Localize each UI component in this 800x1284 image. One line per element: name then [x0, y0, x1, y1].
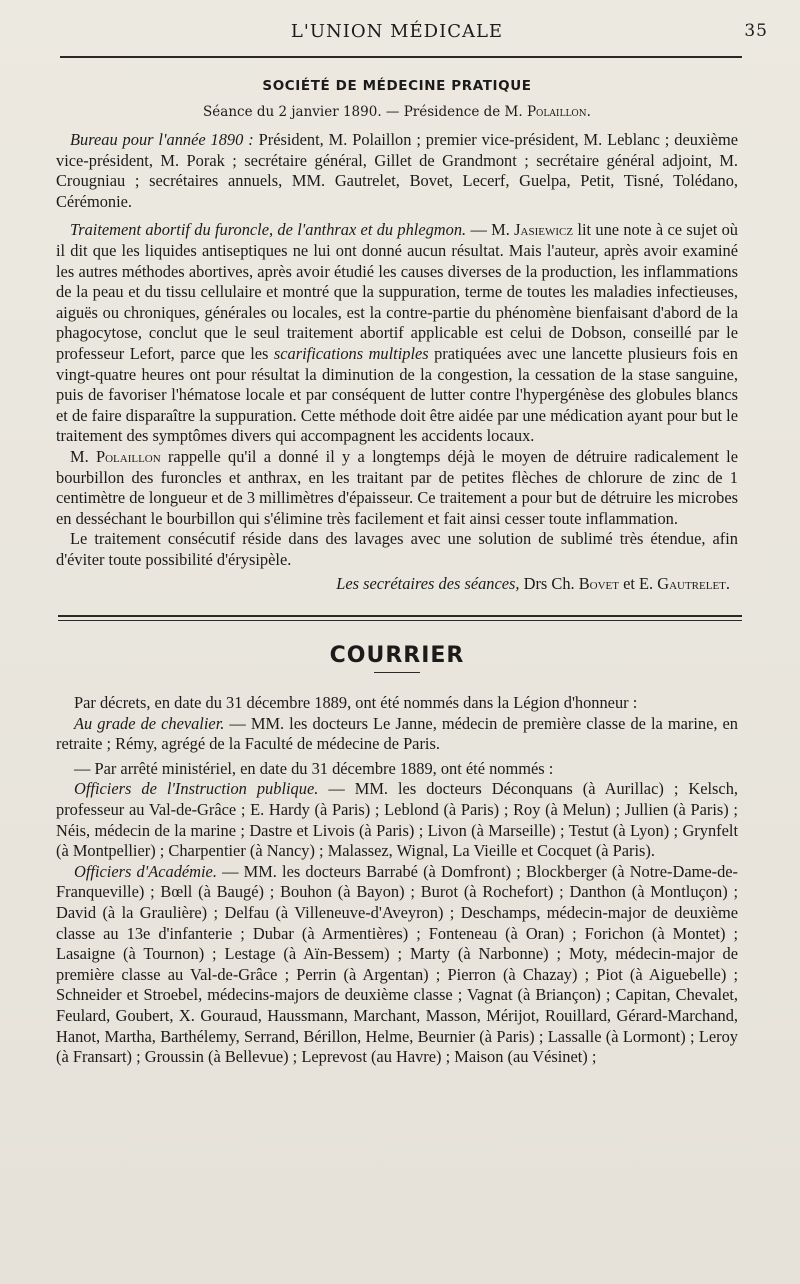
traitement-italic-mid: scarifications multiples	[273, 343, 429, 363]
signature-mid: et E.	[619, 574, 658, 594]
signature-italic: Les secrétaires des séances,	[336, 574, 520, 594]
courrier-title: COURRIER	[329, 643, 465, 669]
running-title: L'UNION MÉDICALE	[290, 21, 504, 42]
traitement-dash: — M.	[466, 220, 515, 240]
society-title: SOCIÉTÉ DE MÉDECINE PRATIQUE	[262, 78, 532, 94]
signature-name-1: Bovet	[578, 574, 619, 594]
society-report	[56, 130, 738, 595]
officiers-academie-paragraph	[56, 862, 738, 1068]
chevalier-paragraph	[56, 714, 738, 755]
courrier-body	[56, 693, 738, 1068]
seance-line	[56, 104, 738, 120]
signature-line	[56, 574, 738, 595]
seance-president: Polaillon.	[526, 104, 591, 120]
bureau-paragraph	[56, 130, 738, 212]
section-divider	[58, 615, 742, 621]
seance-prefix: Séance du 2 janvier 1890. — Présidence de M.	[203, 104, 527, 120]
chevalier-lead: Au grade de chevalier.	[74, 713, 225, 733]
officiers-academie-lead: Officiers d'Académie.	[74, 861, 217, 881]
bureau-lead: Bureau pour l'année 1890 :	[70, 130, 254, 149]
decrets-paragraph: Par décrets, en date du 31 décembre 1889, ont été nommés dans la Légion d'honneur :	[74, 693, 638, 713]
polaillon-prefix: M.	[70, 446, 96, 466]
consecutif-paragraph: Le traitement consécutif réside dans des lavages avec une solution de sublimé très étendue, afin d'éviter toute possibilité d'érysipèle.	[56, 529, 738, 569]
page-number: 35	[744, 21, 768, 41]
officiers-instruction-lead: Officiers de l'Instruction publique.	[74, 779, 319, 799]
officiers-instruction-text: — MM. les docteurs Déconquans (à Aurillac) ; Kelsch, professeur au Val-de-Grâce ; E. Hardy (à Paris) ; Leblond (à Paris) ; Roy (à Melun) ; Jullien (à Paris) ; Néis, médecin de la marine ; Dastre et Livois (à Paris) ; Livon (à Marseille) ; Testut (à Lyon) ; Grynfelt (à Montpellier) ; Charpentier (à Nancy) ; Malassez, Wignal, La Vieille et Cocquet (à Paris).	[56, 779, 738, 861]
signature-name-2: Gautrelet.	[657, 574, 730, 594]
traitement-speaker: Jasiewicz	[514, 220, 574, 240]
header-rule	[60, 56, 742, 58]
traitement-text-a: lit une note à ce sujet où il dit que les liquides antiseptiques ne lui ont donné aucun résultat. Mais l'auteur, après avoir examiné les autres méthodes abortives, après avoir étudié les causes diverses de la production, les inflammations de la peau et du tissu cellulaire et montré que la suppuration, terme de toutes les maladies infectieuses, aiguës ou chroniques, générales ou locales, est la contre-partie du phénomène bienfaisant d'abord de la phagocytose, conclut que le seul traitement abortif applicable est celui de Dobson, conseillé par le professeur Lefort, parce que les	[56, 220, 739, 363]
officiers-academie-text: — MM. les docteurs Barrabé (à Domfront) ; Blockberger (à Notre-Dame-de-Franqueville) ; Bœll (à Baugé) ; Bouhon (à Bayon) ; Burot (à Rochefort) ; Danthon (à Montluçon) ; David (à la Graulière) ; Delfau (à Villeneuve-d'Aveyron) ; Deschamps, médecin-major de deuxième classe au 13e d'infanterie ; Dubar (à Armentières) ; Fonteneau (à Oran) ; Forichon (à Montet) ; Lasaigne (à Tournon) ; Lestage (à Aïn-Bessem) ; Marty (à Narbonne) ; Moty, médecin-major de première classe au Val-de-Grâce ; Perrin (à Argentan) ; Pierron (à Chazay) ; Piot (à Aiguebelle) ; Schneider et Stroebel, médecins-majors de deuxième classe ; Vagnat (à Briançon) ; Capitan, Chevalet, Feulard, Goubert, X. Gouraud, Haussmann, Marchant, Masson, Mérijot, Rouillard, Gérard-Marchand, Hanot, Martha, Barthélemy, Serrand, Bérillon, Helme, Beurnier (à Paris) ; Lassalle (à Lormont) ; Leroy (à Fransart) ; Groussin (à Bellevue) ; Leprevost (au Havre) ; Maison (au Vésinet) ;	[56, 861, 738, 1067]
bureau-text: Président, M. Polaillon ; premier vice-président, M. Leblanc ; deuxième vice-président, M. Porak ; secrétaire général, Gillet de Grandmont ; secrétaire général adjoint, M. Crougniau ; secrétaires annuels, MM. Gautrelet, Bovet, Lecerf, Guelpa, Petit, Tisné, Tolédano, Cérémonie.	[56, 130, 738, 211]
chevalier-text: — MM. les docteurs Le Janne, médecin de première classe de la marine, en retraite ; Rémy, agrégé de la Faculté de médecine de Paris.	[56, 713, 738, 754]
polaillon-speaker: Polaillon	[95, 446, 161, 466]
traitement-paragraph	[56, 220, 738, 447]
signature-prefix: Drs Ch.	[519, 574, 579, 594]
polaillon-text: rappelle qu'il a donné il y a longtemps déjà le moyen de détruire radicalement le bourbillon des furoncles et anthrax, en les traitant par de petites flèches de chlorure de zinc de 1 centimètre de longueur et de 3 millimètres d'épaisseur. Ce traitement a pour but de détruire les microbes en desséchant le bourbillon qui s'élimine très facilement et fait ainsi cesser toute inflammation.	[56, 446, 738, 528]
polaillon-paragraph	[56, 447, 738, 529]
officiers-instruction-paragraph	[56, 779, 738, 861]
running-header	[56, 18, 768, 48]
traitement-text-b: pratiquées avec une lancette plusieurs fois en vingt-quatre heures ont pour résultat la diminution de la congestion, la cessation de la stase sanguine, puis de favoriser l'hématose locale et par conséquent de lutter contre l'hypergénèse des globules blancs et de faire disparaître la suppuration. Cette méthode doit être aidée par une médication ayant pour but le traitement des symptômes divers qui accompagnent les accidents locaux.	[56, 343, 738, 446]
courrier-rule	[374, 672, 420, 673]
traitement-lead: Traitement abortif du furoncle, de l'anthrax et du phlegmon.	[70, 220, 467, 240]
arrete-paragraph: — Par arrêté ministériel, en date du 31 décembre 1889, ont été nommés :	[74, 758, 554, 778]
